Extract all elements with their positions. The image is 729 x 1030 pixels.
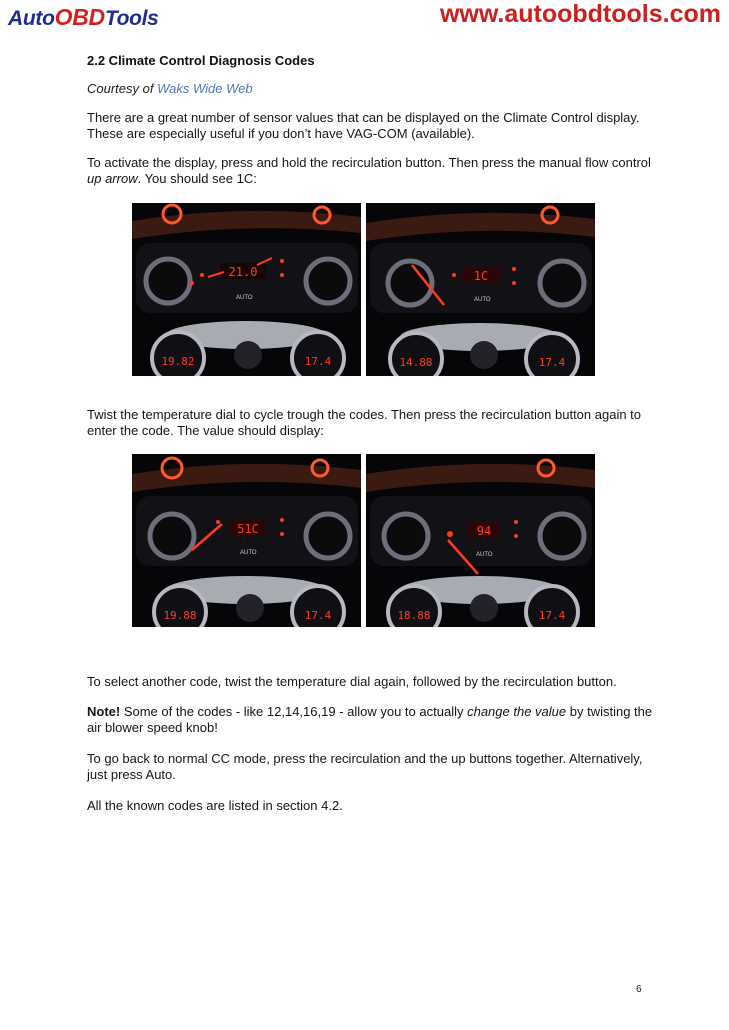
left-gauge-3: 19.88	[163, 609, 197, 622]
climate-photo-2	[366, 203, 595, 376]
display-readout-1: 21.0	[228, 265, 258, 279]
left-gauge-4: 18.88	[397, 609, 431, 622]
left-gauge-1: 19.82	[161, 355, 195, 368]
page-header	[0, 0, 729, 34]
courtesy-link[interactable]: Waks Wide Web	[157, 81, 253, 96]
display-readout-2: 1C	[473, 269, 489, 283]
courtesy-line: Courtesy of Waks Wide Web	[87, 81, 253, 96]
paragraph-intro: There are a great number of sensor values that can be displayed on the Climate Control display. These are especially useful if you don’t have VAG-COM (available).	[87, 110, 640, 141]
right-gauge-3: 17.4	[304, 609, 332, 622]
left-gauge-2: 14.88	[399, 356, 433, 369]
climate-photo-1	[132, 203, 361, 376]
section-title: 2.2 Climate Control Diagnosis Codes	[87, 53, 315, 68]
climate-photo-3	[132, 454, 361, 627]
auto-label-4: AUTO	[476, 552, 493, 558]
paragraph-note: Note! Some of the codes - like 12,14,16,19 - allow you to actually change the value by twisting the air blower speed knob!	[87, 704, 653, 735]
paragraph-known-codes: All the known codes are listed in section 4.2.	[87, 798, 343, 813]
page-number: 6	[636, 984, 642, 995]
paragraph-normal-mode: To go back to normal CC mode, press the recirculation and the up buttons together. Alternatively, just press Auto.	[87, 751, 643, 782]
auto-label-3: AUTO	[240, 550, 257, 556]
auto-label-2: AUTO	[474, 297, 491, 303]
paragraph-activate: To activate the display, press and hold the recirculation button. Then press the manual flow control up arrow. You should see 1C:	[87, 155, 651, 186]
right-gauge-4: 17.4	[538, 609, 566, 622]
website-url[interactable]: www.autoobdtools.com	[439, 0, 721, 28]
paragraph-select: To select another code, twist the temperature dial again, followed by the recirculation button.	[87, 674, 617, 689]
right-gauge-1: 17.4	[304, 355, 332, 368]
right-gauge-2: 17.4	[538, 356, 566, 369]
auto-label-1: AUTO	[236, 295, 253, 301]
display-readout-3: 51C	[237, 522, 259, 536]
paragraph-twist: Twist the temperature dial to cycle trough the codes. Then press the recirculation button again to enter the code. The value should display:	[87, 407, 642, 438]
display-readout-4: 94	[476, 524, 492, 538]
climate-photo-4	[366, 454, 595, 627]
autoobdtools-logo: AutoOBDTools	[8, 4, 159, 30]
